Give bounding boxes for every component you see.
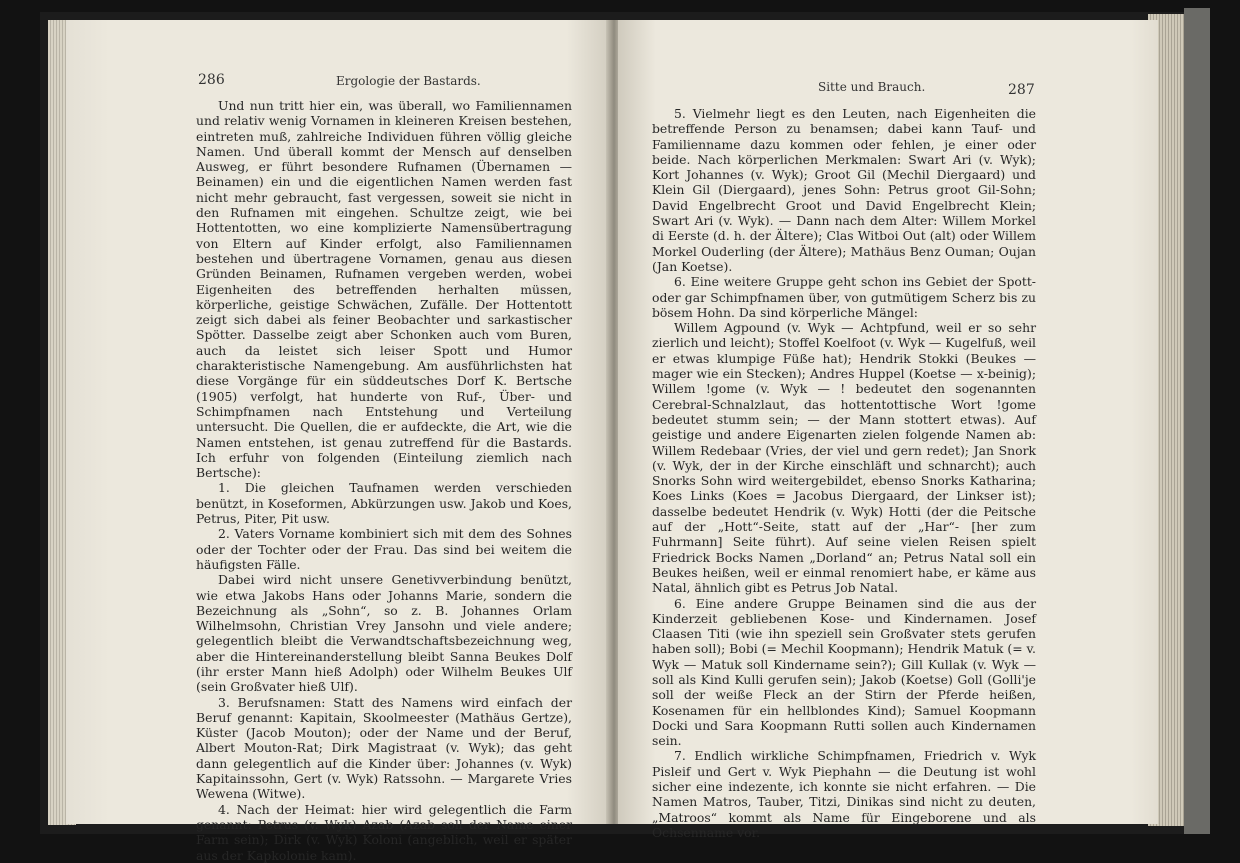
paragraph: Willem Agpound (v. Wyk — Achtpfund, weil er so sehr zierlich und leicht); Stoffel Koelfoot (v. Wyk — Kugelfuß, weil er etwas klumpige Füße hat); Hendrik Stokki (Beukes — mager wie ein Stecken); Andres Huppel (Koetse — x-beinig); Willem !gome (v. Wyk — ! bedeutet den sogenannten Cerebral-Schnalzlaut, das hottentottische Wort !gome bedeutet stumm sein; — der Mann stottert etwas). Auf geistige und andere Eigenarten zielen folgende Namen ab: Willem Redebaar (Vries, der viel und gern redet); Jan Snork (v. Wyk, der in der Kirche einschläft und schnarcht); auch Snorks Sohn wird weitergebildet, ebenso Snorks Katharina; Koes Links (Koes = Jacobus Diergaard, der Linkser ist); dasselbe bedeutet Hendrik (v. Wyk) Hotti (der die Peitsche auf der „Hott“-Seite, statt auf der „Har“- [her zum Fuhrmann] Seite führt). Auf seine vielen Reisen spielt Friedrick Bocks Namen „Dorland“ an; Petrus Natal soll ein Beukes heißen, weil er einmal renomiert habe, er käme aus Natal, ähnlich gibt es Petrus Job Natal. [652, 320, 1036, 596]
paragraph: Dabei wird nicht unsere Genetivverbindung benützt, wie etwa Jakobs Hans oder Johanns Marie, sondern die Bezeichnung als „Sohn“, so z. B. Johannes Orlam Wilhelmsohn, Christian Vrey Jansohn und viele andere; gelegentlich bleibt die Verwandtschaftsbezeichnung weg, aber die Hintereinanderstellung bleibt Sanna Beukes Dolf (ihr erster Mann hieß Adolph) oder Wilhelm Beukes Ulf (sein Großvater hieß Ulf). [196, 572, 572, 695]
paragraph: 3. Berufsnamen: Statt des Namens wird einfach der Beruf genannt: Kapitain, Skoolmeester (Mathäus Gertze), Küster (Jacob Mouton); oder der Name und der Beruf, Albert Mouton-Rat; Dirk Magistraat (v. Wyk); das geht dann gelegentlich auf die Kinder über: Johannes (v. Wyk) Kapitainssohn, Gert (v. Wyk) Ratssohn. — Margarete Vries Wewena (Witwe). [196, 694, 572, 802]
left-page-body [196, 98, 572, 863]
paragraph: 5. Vielmehr liegt es den Leuten, nach Eigenheiten die betreffende Person zu benamsen; dabei kann Tauf- und Familienname dazu kommen oder fehlen, je einer oder beide. Nach körperlichen Merkmalen: Swart Ari (v. Wyk); Kort Johannes (v. Wyk); Groot Gil (Mechil Diergaard) und Klein Gil (Diergaard), jenes Sohn: Petrus groot Gil-Sohn; David Engelbrecht Groot und David Engelbrecht Klein; Swart Ari (v. Wyk). — Dann nach dem Alter: Willem Morkel di Eerste (d. h. der Ältere); Clas Witboi Out (alt) oder Willem Morkel Ouderling (der Ältere); Mathäus Benz Ouman; Oujan (Jan Koetse). [652, 106, 1036, 274]
paragraph: 6. Eine weitere Gruppe geht schon ins Gebiet der Spott- oder gar Schimpfnamen über, von gutmütigem Scherz bis zu bösem Hohn. Da sind körperliche Mängel: [652, 274, 1036, 320]
right-page [618, 20, 1158, 840]
right-page-number: 287 [1008, 82, 1035, 98]
left-page-number: 286 [198, 72, 225, 88]
paragraph: Und nun tritt hier ein, was überall, wo Familiennamen und relativ wenig Vornamen in kleineren Kreisen bestehen, eintreten muß, zahlreiche Individuen führen völlig gleiche Namen. Und überall kommt der Mensch auf denselben Ausweg, er führt besondere Rufnamen (Übernamen — Beinamen) ein und die eigentlichen Namen werden fast nicht mehr gebraucht, fast vergessen, soweit sie nicht in den Rufnamen mit eingehen. Schultze zeigt, wie bei Hottentotten, wo eine komplizierte Namensübertragung von Eltern auf Kinder erfolgt, also Familiennamen bestehen und übertragene Vornamen, genau aus diesen Gründen Beinamen, Rufnamen vergeben werden, wobei Eigenheiten des betreffenden herhalten müssen, körperliche, geistige Schwächen, Zufälle. Der Hottentott zeigt sich dabei als feiner Beobachter und sarkastischer Spötter. Dasselbe zeigt aber Schonken auch vom Buren, auch da leistet sich leiser Spott und Humor charakteristische Namengebung. Am ausführlichsten hat diese Vorgänge für ein süddeutsches Dorf K. Bertsche (1905) verfolgt, hat hunderte von Ruf-, Über- und Schimpfnamen nach Entstehung und Verteilung untersucht. Die Quellen, die er aufdeckte, die Art, wie die Namen entstehen, ist genau zutreffend für die Bastards. Ich erfuhr von folgenden (Einteilung ziemlich nach Bertsche): [196, 98, 572, 481]
paragraph: 4. Nach der Heimat: hier wird gelegentlich die Farm genannt: Petrus (v. Wyk) Azab (Azab soll der Name einer Farm sein); Dirk (v. Wyk) Koloni (angeblich, weil er später aus der Kapkolonie kam). [196, 801, 572, 863]
paragraph: 1. Die gleichen Taufnamen werden verschieden benützt, in Koseformen, Abkürzungen usw. Jakob und Koes, Petrus, Piter, Pit usw. [196, 480, 572, 527]
book-cover-right [1184, 8, 1210, 834]
right-page-body [652, 106, 1036, 840]
paragraph: 6. Eine andere Gruppe Beinamen sind die aus der Kinderzeit gebliebenen Kose- und Kindernamen. Josef Claasen Titi (wie ihn speziell sein Großvater stets gerufen haben soll); Bobi (= Mechil Koopmann); Hendrik Matuk (= v. Wyk — Matuk soll Kindername sein?); Gill Kullak (v. Wyk — soll als Kind Kulli gerufen sein); Jakob (Koetse) Goll (Golli'je soll der weiße Fleck an der Stirn der Pferde heißen, Kosenamen für ein hellblondes Kind); Samuel Koopmann Docki und Sara Koopmann Rutti sollen auch Kindernamen sein. [652, 595, 1036, 749]
left-page [66, 20, 610, 863]
paragraph: 7. Endlich wirkliche Schimpfnamen, Friedrich v. Wyk Pisleif und Gert v. Wyk Piephahn — die Deutung ist wohl sicher eine indezente, ich konnte sie nicht erfahren. — Die Namen Matros, Tauber, Titzi, Dinikas sind nicht zu deuten, „Matroos“ kommt als Name für Eingeborene und als Ochsenname vor. [652, 748, 1036, 840]
paragraph: 2. Vaters Vorname kombiniert sich mit dem des Sohnes oder der Tochter oder der Frau. Das sind bei weitem die häufigsten Fälle. [196, 526, 572, 572]
left-running-head: Ergologie der Bastards. [336, 74, 481, 88]
right-running-head: Sitte und Brauch. [818, 80, 926, 94]
